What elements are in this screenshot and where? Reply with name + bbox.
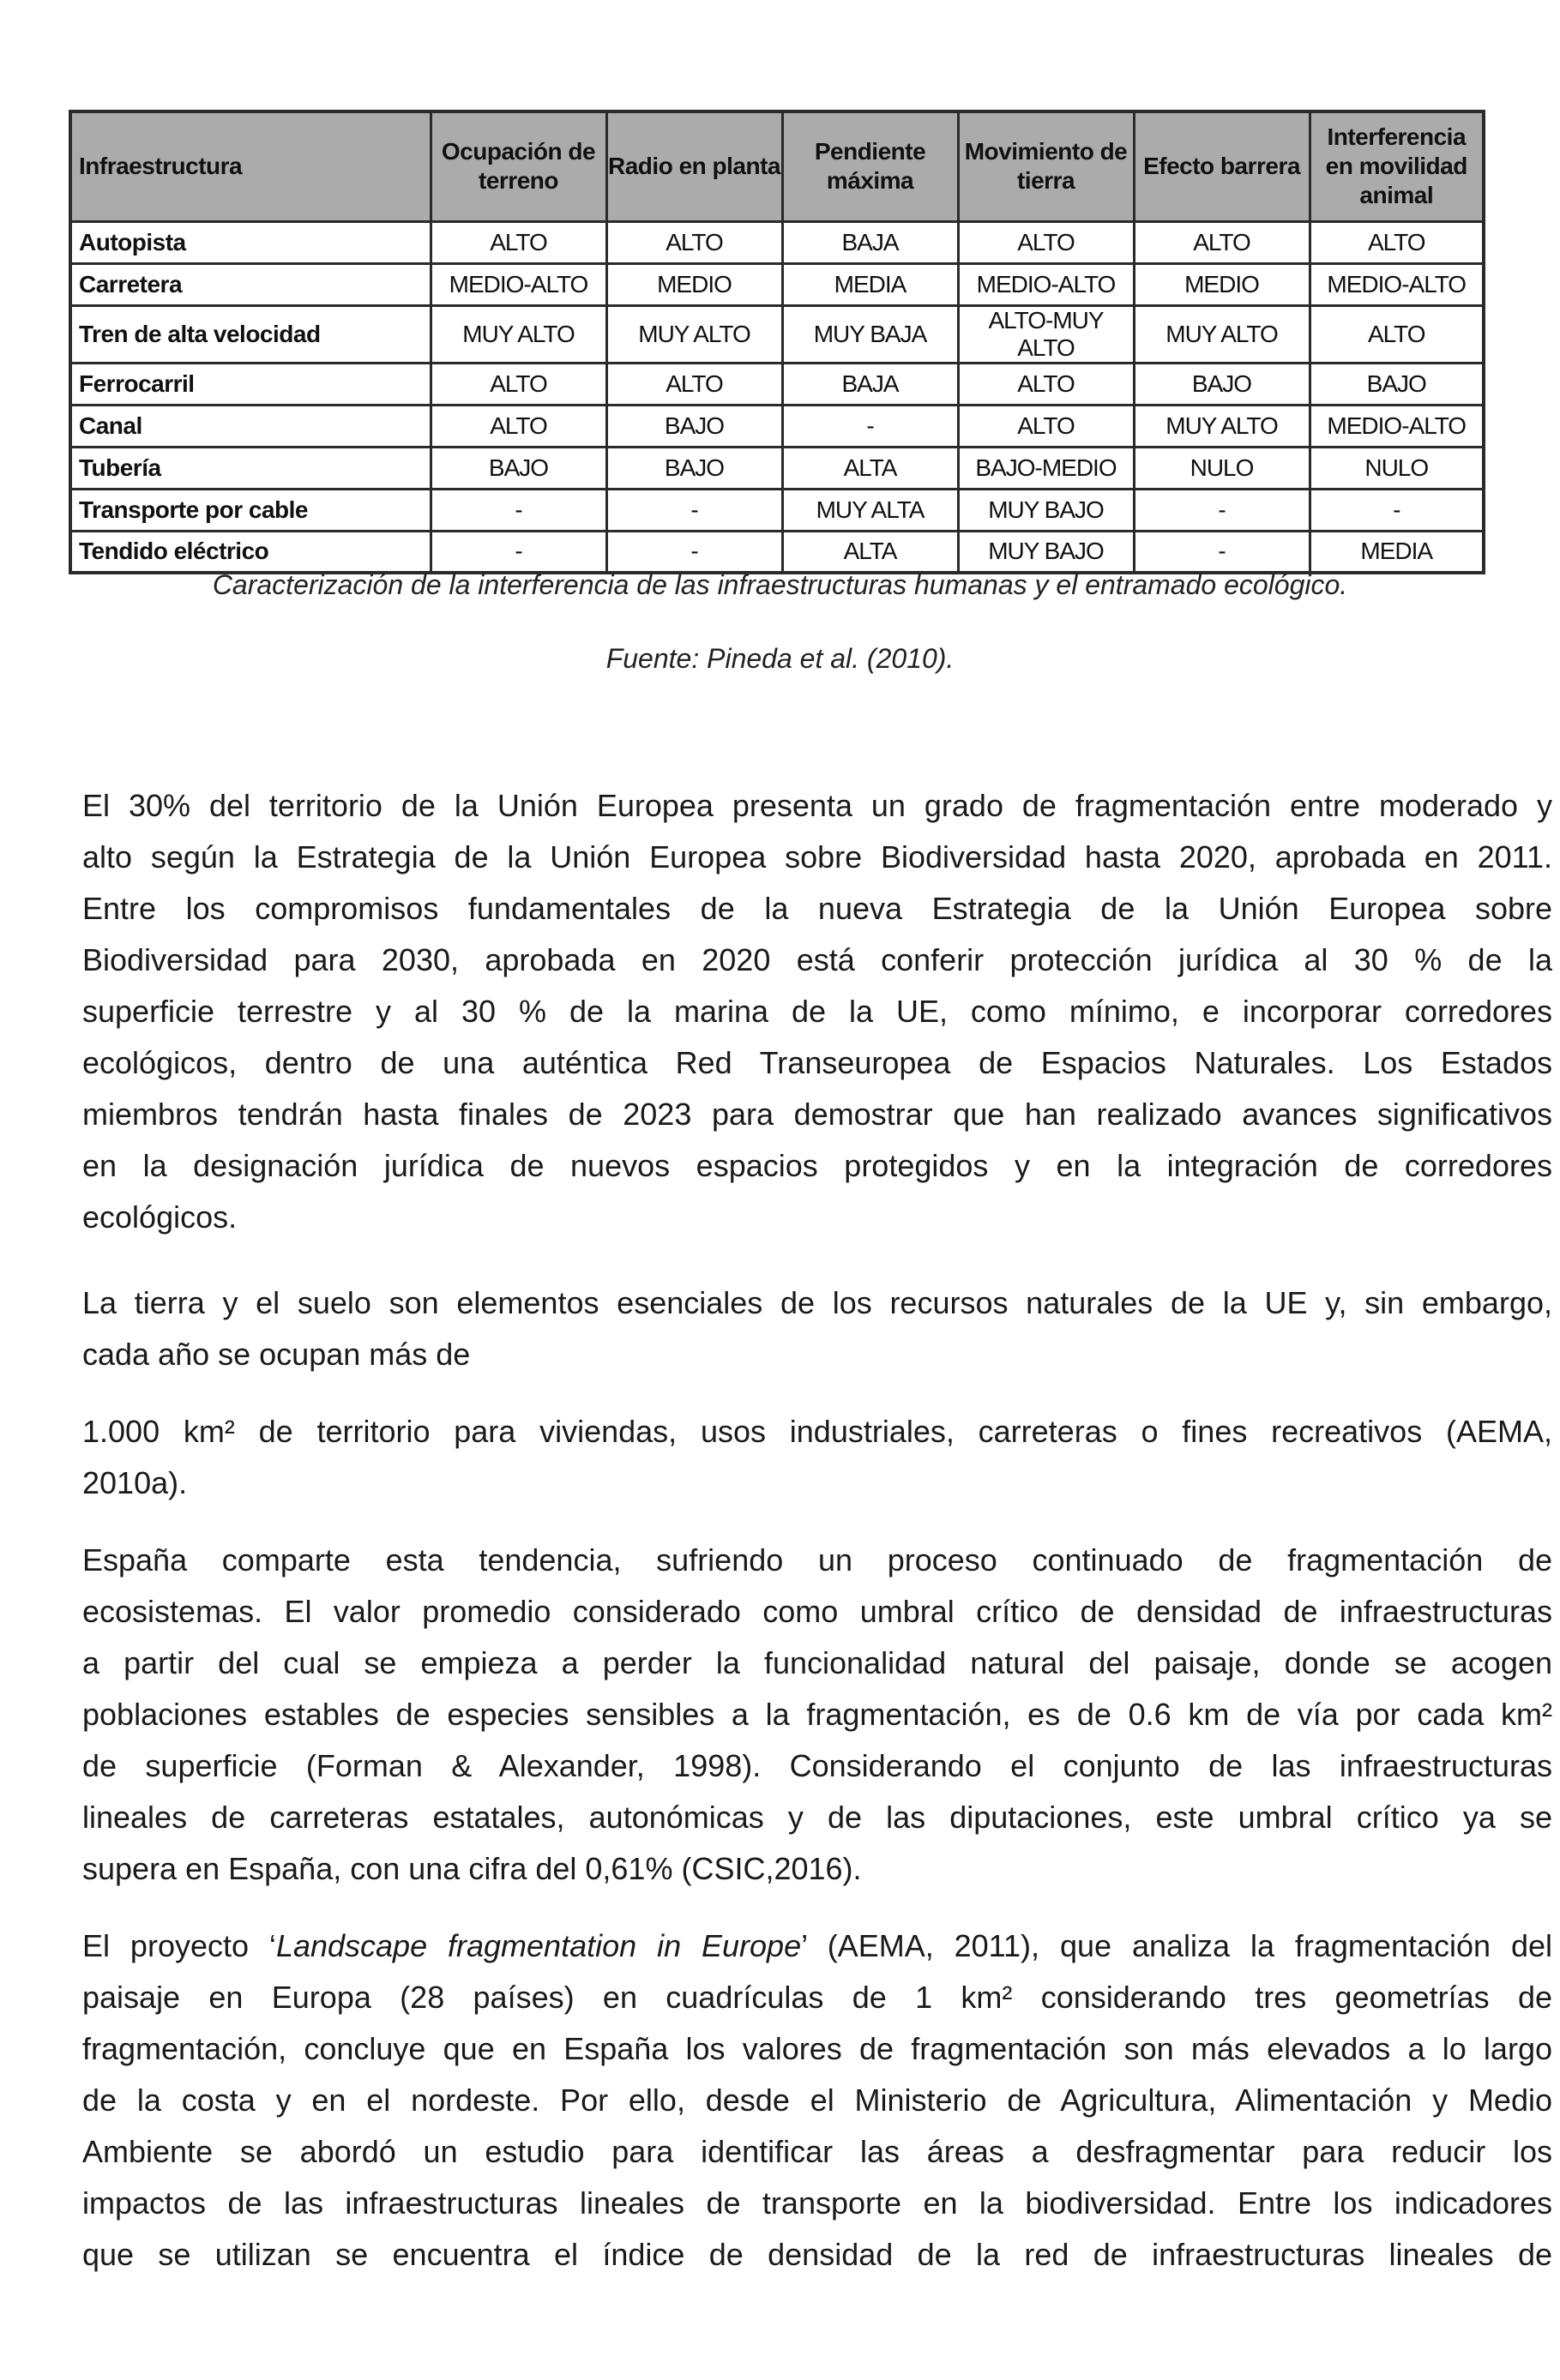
table-row [70, 221, 1484, 263]
text-line: superficie terrestre y al 30 % de la marina de la UE, como mínimo, e incorporar corredores [82, 994, 1552, 1029]
row-label: Transporte por cable [70, 489, 431, 531]
table-cell: MEDIA [782, 263, 958, 305]
row-label: Tendido eléctrico [70, 531, 431, 573]
table-cell: BAJO-MEDIO [958, 447, 1134, 489]
table-cell: MUY ALTO [606, 305, 782, 363]
text-line: El 30% del territorio de la Unión Europea presenta un grado de fragmentación entre moderado y [82, 788, 1552, 823]
text-line: lineales de carreteras estatales, autonómicas y de las diputaciones, este umbral crítico ya se [82, 1800, 1552, 1835]
text-line: impactos de las infraestructuras lineales de transporte en la biodiversidad. Entre los indicadores [82, 2185, 1552, 2221]
table-cell: MEDIO [1134, 263, 1310, 305]
text-line: de la costa y en el nordeste. Por ello, desde el Ministerio de Agricultura, Alimentación y Medio [82, 2082, 1552, 2118]
text-line: Biodiversidad para 2030, aprobada en 2020 está conferir protección jurídica al 30 % de la [82, 942, 1552, 977]
text-line: cada año se ocupan más de [82, 1337, 471, 1372]
text-line: poblaciones estables de especies sensibles a la fragmentación, es de 0.6 km de vía por cada km² [82, 1697, 1552, 1732]
text-line: Entre los compromisos fundamentales de la nueva Estrategia de la Unión Europea sobre [82, 891, 1552, 926]
header-cell: Movimiento de tierra [958, 111, 1134, 221]
table-cell: BAJO [606, 447, 782, 489]
table-cell: - [606, 531, 782, 573]
table-cell: MEDIO [606, 263, 782, 305]
table-cell: - [431, 531, 606, 573]
text-line: a partir del cual se empieza a perder la funcionalidad natural del paisaje, donde se acogen [82, 1645, 1552, 1680]
text-span: El proyecto ‘ [82, 1928, 276, 1963]
table-source: Fuente: Pineda et al. (2010). [605, 643, 955, 674]
header-cell: Ocupación de terreno [431, 111, 606, 221]
header-cell: Radio en planta [606, 111, 782, 221]
table-row [70, 305, 1484, 363]
row-label: Canal [70, 405, 431, 447]
table-cell: MEDIO-ALTO [958, 263, 1134, 305]
row-label: Tren de alta velocidad [70, 305, 431, 363]
table-cell: ALTO [958, 363, 1134, 405]
table-cell: BAJO [606, 405, 782, 447]
paragraph-3 [82, 1406, 1552, 1509]
table-row [70, 405, 1484, 447]
table-cell: - [1134, 489, 1310, 531]
paragraph-1 [82, 780, 1552, 1243]
table-cell: - [1134, 531, 1310, 573]
table-cell: ALTO [606, 363, 782, 405]
table-cell: MEDIA [1310, 531, 1484, 573]
table-cell: MUY BAJO [958, 531, 1134, 573]
row-label: Carretera [70, 263, 431, 305]
table-cell: ALTO [431, 363, 606, 405]
text-line: ecológicos, dentro de una auténtica Red Transeuropea de Espacios Naturales. Los Estados [82, 1045, 1552, 1080]
table-cell: - [1310, 489, 1484, 531]
table-cell: ALTO [958, 405, 1134, 447]
table-cell: NULO [1134, 447, 1310, 489]
table-cell: ALTA [782, 531, 958, 573]
text-line: 2010a). [82, 1465, 188, 1500]
header-cell: Pendiente máxima [782, 111, 958, 221]
table-cell: MUY ALTA [782, 489, 958, 531]
text-line: en la designación jurídica de nuevos espacios protegidos y en la integración de corredores [82, 1148, 1552, 1183]
table-row [70, 263, 1484, 305]
header-cell: Interferencia en movilidad animal [1310, 111, 1484, 221]
text-line: 1.000 km² de territorio para viviendas, usos industriales, carreteras o fines recreativos (AEMA, [82, 1414, 1552, 1449]
text-line: paisaje en Europa (28 países) en cuadrículas de 1 km² considerando tres geometrías de [82, 1980, 1552, 2015]
text-line: España comparte esta tendencia, sufriendo un proceso continuado de fragmentación de [82, 1542, 1552, 1578]
table-cell: BAJO [1310, 363, 1484, 405]
project-title: Landscape fragmentation in Europe [275, 1928, 802, 1963]
table-cell: MEDIO-ALTO [1310, 263, 1484, 305]
paragraph-4 [82, 1535, 1552, 1895]
table-row [70, 363, 1484, 405]
table-cell: ALTO [431, 405, 606, 447]
text-span: ’ (AEMA, 2011), que analiza la fragmentación del [801, 1928, 1552, 1963]
table-cell: BAJO [1134, 363, 1310, 405]
paragraph-5 [82, 1920, 1552, 2281]
text-line: Ambiente se abordó un estudio para identificar las áreas a desfragmentar para reducir los [82, 2134, 1552, 2169]
row-label: Tubería [70, 447, 431, 489]
infrastructure-table [69, 110, 1485, 574]
table-cell: ALTO [1310, 305, 1484, 363]
text-line: ecológicos. [82, 1199, 238, 1235]
text-line: fragmentación, concluye que en España los valores de fragmentación son más elevados a lo largo [82, 2031, 1552, 2066]
table-cell: ALTO-MUY ALTO [958, 305, 1134, 363]
table-cell: NULO [1310, 447, 1484, 489]
table-cell: MUY ALTO [1134, 405, 1310, 447]
row-label: Autopista [70, 221, 431, 263]
table-cell: ALTO [431, 221, 606, 263]
table-cell: MUY BAJO [958, 489, 1134, 531]
table-header-row [70, 111, 1484, 221]
table-cell: ALTA [782, 447, 958, 489]
table-cell: ALTO [958, 221, 1134, 263]
table-row [70, 489, 1484, 531]
table-cell: - [606, 489, 782, 531]
text-line: La tierra y el suelo son elementos esenciales de los recursos naturales de la UE y, sin embargo, [82, 1285, 1552, 1320]
text-line [82, 1920, 1552, 1972]
table-cell: MEDIO-ALTO [1310, 405, 1484, 447]
text-line: ecosistemas. El valor promedio considerado como umbral crítico de densidad de infraestructuras [82, 1594, 1552, 1629]
table-cell: BAJA [782, 363, 958, 405]
table-cell: ALTO [1310, 221, 1484, 263]
row-label: Ferrocarril [70, 363, 431, 405]
paragraph-2 [82, 1277, 1552, 1380]
table-cell: BAJO [431, 447, 606, 489]
table-row [70, 531, 1484, 573]
text-line: supera en España, con una cifra del 0,61% (CSIC,2016). [82, 1851, 862, 1886]
table-cell: MUY ALTO [431, 305, 606, 363]
text-line: que se utilizan se encuentra el índice de densidad de la red de infraestructuras lineales de [82, 2237, 1552, 2272]
text-line: de superficie (Forman & Alexander, 1998). Considerando el conjunto de las infraestructuras [82, 1748, 1552, 1783]
header-cell: Efecto barrera [1134, 111, 1310, 221]
table-cell: BAJA [782, 221, 958, 263]
table-cell: MUY BAJA [782, 305, 958, 363]
table-cell: MUY ALTO [1134, 305, 1310, 363]
table-cell: - [431, 489, 606, 531]
table-caption: Caracterización de la interferencia de las infraestructuras humanas y el entramado ecológico. [212, 569, 1348, 600]
header-cell: Infraestructura [70, 111, 431, 221]
table-row [70, 447, 1484, 489]
table-cell: ALTO [606, 221, 782, 263]
table-cell: ALTO [1134, 221, 1310, 263]
text-line: miembros tendrán hasta finales de 2023 para demostrar que han realizado avances significativos [82, 1097, 1552, 1132]
table-cell: MEDIO-ALTO [431, 263, 606, 305]
text-line: alto según la Estrategia de la Unión Europea sobre Biodiversidad hasta 2020, aprobada en 2011. [82, 839, 1552, 874]
table-cell: - [782, 405, 958, 447]
